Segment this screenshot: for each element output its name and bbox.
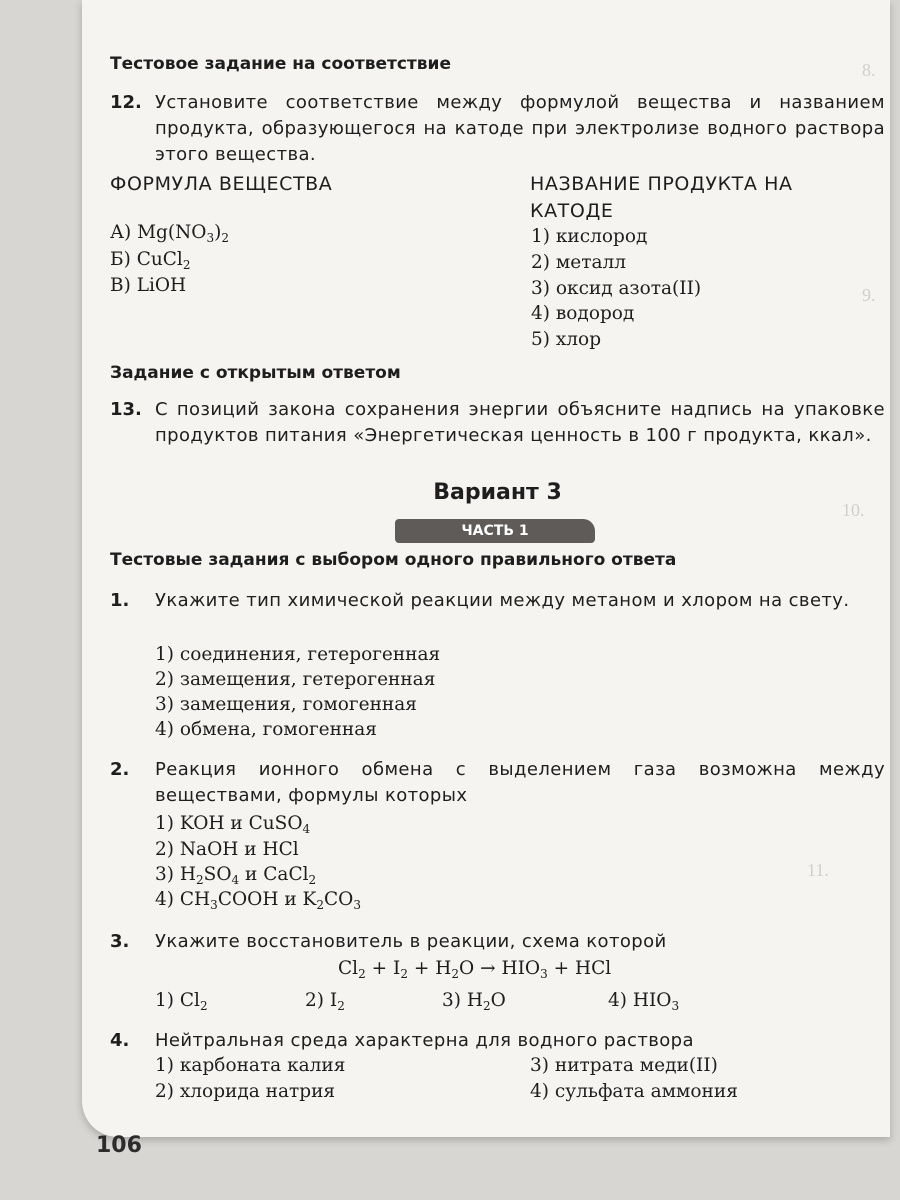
answer-option: 3) $H_2SO_4$ и CaCl$_2$ <box>155 864 317 888</box>
question-1 <box>110 588 885 614</box>
product-option: 3) оксид азота(II) <box>531 278 702 299</box>
formula-c: В) LiOH <box>110 275 187 296</box>
question-text: Установите соответствие между формулой вещества и названием продукта, образующегося на катоде при электролизе водного раствора этого вещества. <box>155 92 885 165</box>
answer-option: 3) нитрата меди(II) <box>530 1055 718 1076</box>
part-label: ЧАСТЬ 1 <box>395 519 595 543</box>
product-option: 2) металл <box>531 252 626 273</box>
answer-option: 1) $Cl_2$ <box>155 990 208 1014</box>
question-2 <box>110 757 885 809</box>
question-number: 2. <box>110 759 130 780</box>
answer-option: 3) замещения, гомогенная <box>155 694 417 715</box>
section-title-open-answer: Задание с открытым ответом <box>110 363 401 383</box>
answer-option: 1) соединения, гетерогенная <box>155 644 441 665</box>
question-text: С позиций закона сохранения энергии объясните надпись на упаковке продуктов питания «Энергетическая ценность в 100 г продукта, ккал». <box>155 399 885 446</box>
product-option: 5) хлор <box>531 329 602 350</box>
column-header-product: НАЗВАНИЕ ПРОДУКТА НА КАТОДЕ <box>530 173 793 222</box>
reaction-equation: $Cl_2 + I_2 + H_2O \to HIO_3$ + HCl <box>338 958 612 982</box>
answer-option: 4) обмена, гомогенная <box>155 719 377 740</box>
section-title-single-choice: Тестовые задания с выбором одного правильного ответа <box>110 550 677 570</box>
bleed-through-text: 8. <box>862 60 876 80</box>
answer-option: 1) KOH и CuSO$_4$ <box>155 813 311 837</box>
answer-option: 2) NaOH и HCl <box>155 839 299 860</box>
question-number: 4. <box>110 1030 130 1051</box>
question-12 <box>110 90 885 168</box>
bleed-through-text: 9. <box>862 285 876 305</box>
question-number: 13. <box>110 399 142 420</box>
answer-option: 4) $HIO_3$ <box>608 990 680 1014</box>
question-text: Укажите восстановитель в реакции, схема которой <box>155 931 667 952</box>
answer-option: 2) замещения, гетерогенная <box>155 669 436 690</box>
question-4 <box>110 1028 885 1054</box>
answer-option: 2) хлорида натрия <box>155 1081 336 1102</box>
answer-option: 3) $H_2O$ <box>442 990 506 1014</box>
question-text: Нейтральная среда характерна для водного раствора <box>155 1030 694 1051</box>
question-number: 1. <box>110 590 130 611</box>
answer-option: 4) сульфата аммония <box>530 1081 738 1102</box>
question-3 <box>110 929 885 955</box>
product-option: 1) кислород <box>531 226 648 247</box>
formula-b: Б) CuCl$_2$ <box>110 249 191 273</box>
bleed-through-text: 10. <box>842 500 865 520</box>
answer-option: 4) $CH_3COOH$ и $K_2CO_3$ <box>155 889 362 913</box>
formula-a: А) $Mg(NO_3)_2$ <box>110 222 229 246</box>
question-number: 12. <box>110 92 142 113</box>
page-number: 106 <box>96 1133 142 1158</box>
answer-option: 2) $I_2$ <box>305 990 345 1014</box>
bleed-through-text: 11. <box>807 860 829 880</box>
question-number: 3. <box>110 931 130 952</box>
question-text: Реакция ионного обмена с выделением газа возможна между веществами, формулы которых <box>155 759 885 806</box>
section-title-matching: Тестовое задание на соответствие <box>110 54 451 74</box>
answer-option: 1) карбоната калия <box>155 1055 346 1076</box>
question-text: Укажите тип химической реакции между метаном и хлором на свету. <box>155 590 850 611</box>
variant-title: Вариант 3 <box>433 480 562 505</box>
column-header-formula: ФОРМУЛА ВЕЩЕСТВА <box>110 173 333 195</box>
product-option: 4) водород <box>531 303 635 324</box>
question-13 <box>110 397 885 449</box>
